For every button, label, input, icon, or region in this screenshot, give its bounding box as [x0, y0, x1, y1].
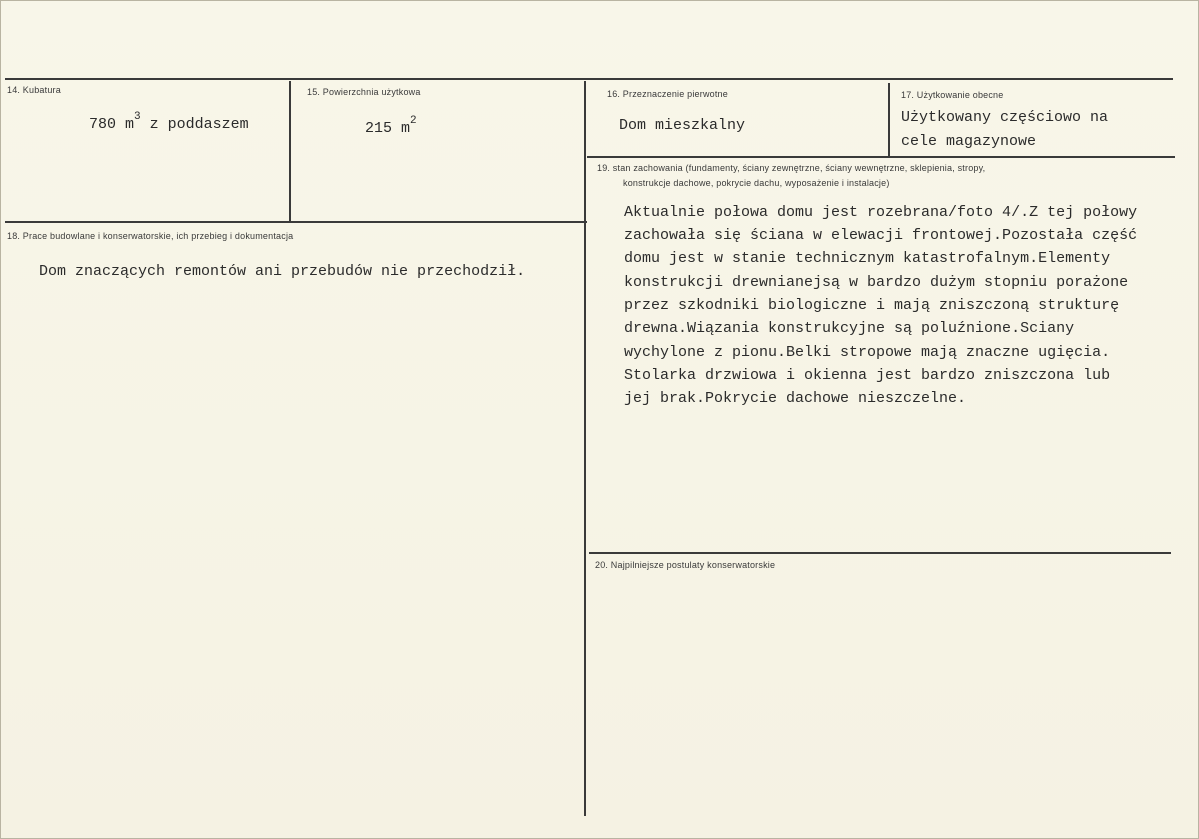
uzytkowanie-value-line-1: Użytkowany częściowo na	[901, 109, 1109, 126]
przeznaczenie-value: Dom mieszkalny	[619, 117, 746, 134]
postulaty-label: 20. Najpilniejsze postulaty konserwatorskie	[595, 560, 776, 570]
uzytkowanie-label: 17. Użytkowanie obecne	[901, 90, 1004, 100]
kubatura-suffix: z poddaszem	[140, 116, 249, 133]
kubatura-number: 780 m	[89, 116, 135, 133]
przeznaczenie-label: 16. Przeznaczenie pierwotne	[607, 89, 728, 99]
prace-value: Dom znaczących remontów ani przebudów nie przechodził.	[39, 263, 526, 280]
uzytkowanie-value-line-2: cele magazynowe	[901, 133, 1037, 150]
powierzchnia-number: 215 m	[365, 120, 411, 137]
powierzchnia-label: 15. Powierzchnia użytkowa	[307, 87, 421, 97]
rule-below-14-15	[5, 221, 587, 223]
stan-line: Aktualnie połowa domu jest rozebrana/foto 4/.Z tej połowy	[624, 204, 1138, 221]
stan-line: konstrukcji drewnianejsą w bardzo dużym stopniu porażone	[624, 274, 1129, 291]
stan-line: jej brak.Pokrycie dachowe nieszczelne.	[624, 390, 967, 407]
kubatura-label: 14. Kubatura	[7, 85, 61, 95]
stan-label-line-1: 19. stan zachowania (fundamenty, ściany zewnętrzne, ściany wewnętrzne, sklepienia, stropy,	[597, 163, 986, 173]
kubatura-value	[89, 111, 249, 133]
stan-line: zachowała się ściana w elewacji frontowej.Pozostała część	[624, 227, 1138, 244]
rule-below-16-17	[587, 156, 1175, 158]
stan-line: przez szkodniki biologiczne i mają zniszczoną strukturę	[624, 297, 1120, 314]
powierzchnia-value	[365, 115, 417, 137]
top-row-rule	[5, 78, 1173, 80]
stan-line: domu jest w stanie technicznym katastrofalnym.Elementy	[624, 250, 1111, 267]
main-column-divider	[584, 81, 586, 816]
divider-16-17	[888, 83, 890, 157]
divider-14-15	[289, 81, 291, 223]
stan-line: wychylone z pionu.Belki stropowe mają znaczne ugięcia.	[624, 344, 1111, 361]
stan-line: drewna.Wiązania konstrukcyjne są poluźnione.Sciany	[624, 320, 1075, 337]
stan-label-line-2: konstrukcje dachowe, pokrycie dachu, wyposażenie i instalacje)	[623, 178, 890, 188]
kubatura-exponent: 3	[134, 111, 141, 123]
stan-line: Stolarka drzwiowa i okienna jest bardzo zniszczona lub	[624, 367, 1111, 384]
prace-label: 18. Prace budowlane i konserwatorskie, ich przebieg i dokumentacja	[7, 231, 294, 241]
rule-below-19	[589, 552, 1171, 554]
powierzchnia-exponent: 2	[410, 115, 417, 127]
